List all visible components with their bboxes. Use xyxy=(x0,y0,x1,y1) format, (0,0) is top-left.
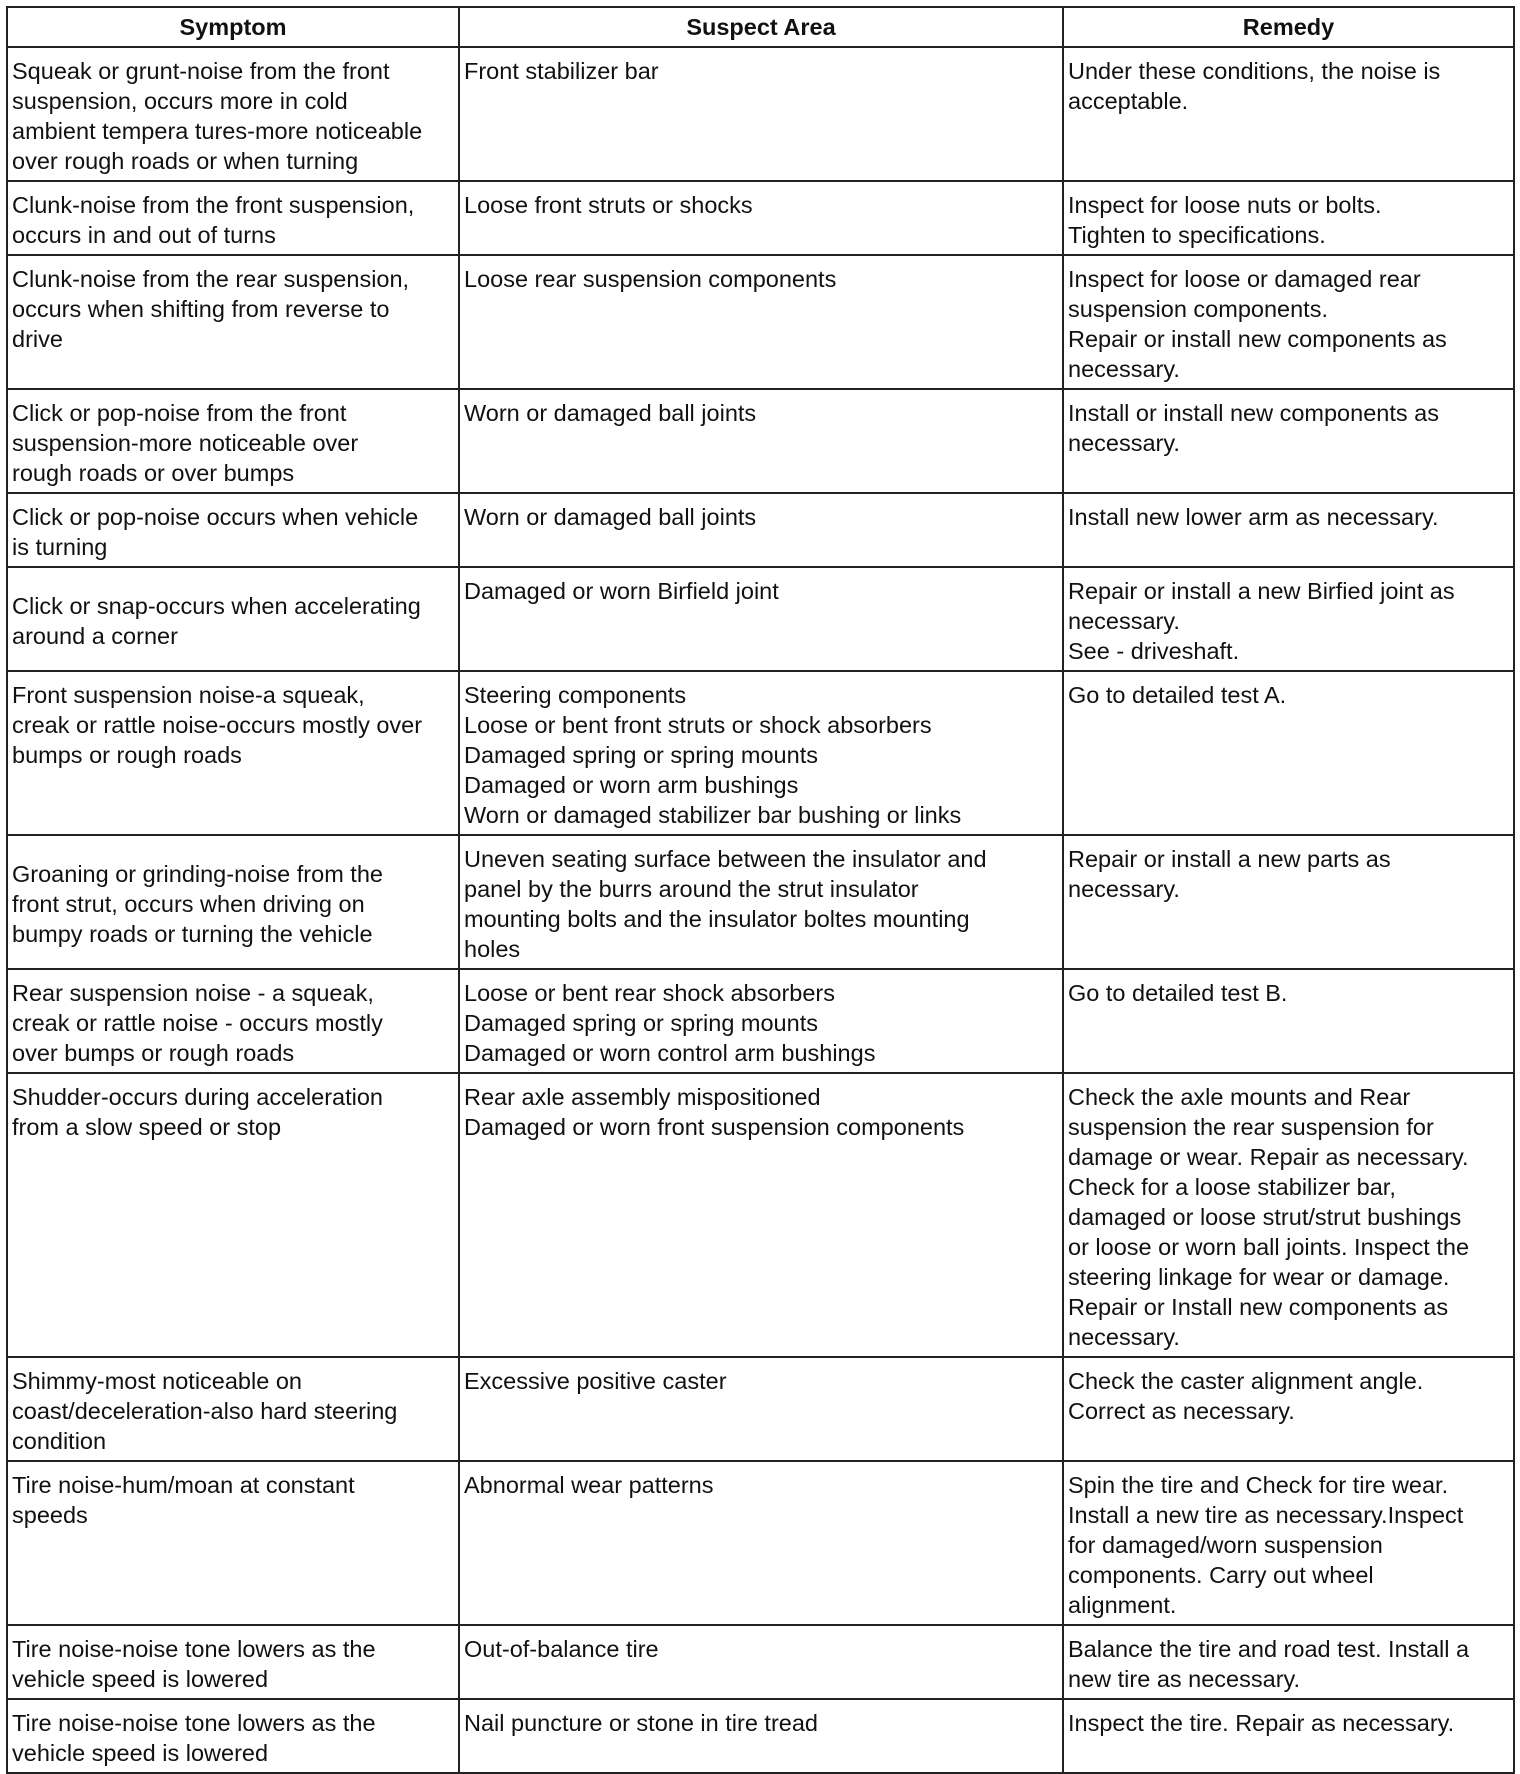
remedy-cell xyxy=(1063,1699,1514,1773)
symptom-cell xyxy=(7,567,459,671)
remedy-cell xyxy=(1063,1357,1514,1461)
table-row xyxy=(7,1625,1514,1699)
remedy-cell xyxy=(1063,181,1514,255)
suspect-area-cell xyxy=(459,1357,1063,1461)
remedy-cell-line: Install a new tire as necessary.Inspect xyxy=(1068,1502,1464,1528)
suspect-area-cell-line: Worn or damaged ball joints xyxy=(464,400,757,426)
remedy-cell xyxy=(1063,1461,1514,1625)
symptom-cell-line: Shimmy-most noticeable on xyxy=(12,1368,302,1394)
table-body xyxy=(7,47,1514,1773)
table-row xyxy=(7,493,1514,567)
symptom-cell-line: suspension, occurs more in cold xyxy=(12,88,348,114)
remedy-cell-line: suspension components. xyxy=(1068,296,1328,322)
suspect-area-cell-line: Loose or bent rear shock absorbers xyxy=(464,980,835,1006)
suspect-area-cell-line: Out-of-balance tire xyxy=(464,1636,659,1662)
suspect-area-cell-line: Excessive positive caster xyxy=(464,1368,727,1394)
table-row xyxy=(7,1073,1514,1357)
remedy-cell-line: necessary. xyxy=(1068,430,1180,456)
suspect-area-cell xyxy=(459,1625,1063,1699)
symptom-cell-line: over bumps or rough roads xyxy=(12,1040,295,1066)
suspect-area-cell-line: Uneven seating surface between the insulator and xyxy=(464,846,987,872)
symptom-cell-line: Rear suspension noise - a squeak, xyxy=(12,980,374,1006)
remedy-cell-line: Repair or install new components as xyxy=(1068,326,1447,352)
suspect-area-cell-line: Worn or damaged ball joints xyxy=(464,504,757,530)
symptom-cell xyxy=(7,1357,459,1461)
remedy-cell-line: or loose or worn ball joints. Inspect the xyxy=(1068,1234,1470,1260)
suspect-area-cell xyxy=(459,1073,1063,1357)
remedy-cell xyxy=(1063,47,1514,181)
remedy-cell-line: suspension the rear suspension for xyxy=(1068,1114,1434,1140)
symptom-cell-line: Groaning or grinding-noise from the xyxy=(12,861,383,887)
suspect-area-cell-line: Damaged spring or spring mounts xyxy=(464,742,818,768)
suspect-area-cell xyxy=(459,835,1063,969)
symptom-cell-line: Front suspension noise-a squeak, xyxy=(12,682,365,708)
table-row xyxy=(7,671,1514,835)
suspect-area-cell-line: Nail puncture or stone in tire tread xyxy=(464,1710,818,1736)
remedy-cell-line: Tighten to specifications. xyxy=(1068,222,1326,248)
suspect-area-cell-line: Damaged or worn Birfield joint xyxy=(464,578,779,604)
table-row xyxy=(7,1699,1514,1773)
suspect-area-cell-line: Rear axle assembly mispositioned xyxy=(464,1084,821,1110)
symptom-cell-line: around a corner xyxy=(12,623,178,649)
remedy-cell-line: Install new lower arm as necessary. xyxy=(1068,504,1439,530)
suspect-area-cell-line: Front stabilizer bar xyxy=(464,58,659,84)
suspect-area-cell-line: Loose or bent front struts or shock absorbers xyxy=(464,712,932,738)
remedy-cell-line: Check the caster alignment angle. xyxy=(1068,1368,1424,1394)
symptom-cell-line: over rough roads or when turning xyxy=(12,148,359,174)
remedy-cell-line: Balance the tire and road test. Install a xyxy=(1068,1636,1470,1662)
symptom-cell-line: Click or pop-noise from the front xyxy=(12,400,347,426)
suspect-area-cell-line: Damaged or worn front suspension components xyxy=(464,1114,965,1140)
symptom-cell xyxy=(7,47,459,181)
remedy-cell-line: Install or install new components as xyxy=(1068,400,1439,426)
remedy-cell-line: for damaged/worn suspension xyxy=(1068,1532,1383,1558)
table-header-row xyxy=(7,7,1514,47)
remedy-cell xyxy=(1063,835,1514,969)
diagnosis-table-container xyxy=(6,6,1513,1774)
remedy-cell-line: damage or wear. Repair as necessary. xyxy=(1068,1144,1469,1170)
suspect-area-cell xyxy=(459,181,1063,255)
suspect-area-cell-line: Loose front struts or shocks xyxy=(464,192,753,218)
symptom-cell xyxy=(7,835,459,969)
symptom-cell-line: ambient tempera tures-more noticeable xyxy=(12,118,423,144)
remedy-cell-line: Repair or install a new Birfied joint as xyxy=(1068,578,1455,604)
remedy-cell xyxy=(1063,567,1514,671)
symptom-cell-line: occurs when shifting from reverse to xyxy=(12,296,390,322)
remedy-cell-line: necessary. xyxy=(1068,876,1180,902)
symptom-cell xyxy=(7,969,459,1073)
remedy-cell-line: See - driveshaft. xyxy=(1068,638,1240,664)
remedy-cell-line: Inspect for loose or damaged rear xyxy=(1068,266,1421,292)
suspect-area-cell xyxy=(459,47,1063,181)
symptom-cell xyxy=(7,671,459,835)
remedy-cell xyxy=(1063,255,1514,389)
symptom-cell xyxy=(7,1073,459,1357)
table-row xyxy=(7,255,1514,389)
symptom-cell xyxy=(7,181,459,255)
symptom-cell-line: speeds xyxy=(12,1502,88,1528)
symptom-cell-line: Click or snap-occurs when accelerating xyxy=(12,593,421,619)
remedy-cell xyxy=(1063,1073,1514,1357)
table-row xyxy=(7,969,1514,1073)
remedy-cell-line: necessary. xyxy=(1068,356,1180,382)
symptom-cell xyxy=(7,1625,459,1699)
suspect-area-cell xyxy=(459,1461,1063,1625)
suspect-area-cell xyxy=(459,493,1063,567)
symptom-cell-line: Clunk-noise from the front suspension, xyxy=(12,192,415,218)
symptom-cell-line: suspension-more noticeable over xyxy=(12,430,359,456)
suspect-area-cell-line: holes xyxy=(464,936,521,962)
suspect-area-cell-line: Damaged or worn arm bushings xyxy=(464,772,799,798)
symptom-cell-line: from a slow speed or stop xyxy=(12,1114,282,1140)
suspect-area-cell-line: Steering components xyxy=(464,682,687,708)
symptom-cell-line: coast/deceleration-also hard steering xyxy=(12,1398,398,1424)
remedy-cell-line: Spin the tire and Check for tire wear. xyxy=(1068,1472,1449,1498)
symptom-cell-line: Squeak or grunt-noise from the front xyxy=(12,58,390,84)
suspect-area-cell-line: Abnormal wear patterns xyxy=(464,1472,714,1498)
symptom-cell xyxy=(7,255,459,389)
header-remedy: Remedy xyxy=(1063,7,1514,47)
remedy-cell-line: components. Carry out wheel xyxy=(1068,1562,1374,1588)
remedy-cell-line: alignment. xyxy=(1068,1592,1177,1618)
suspect-area-cell xyxy=(459,389,1063,493)
remedy-cell-line: steering linkage for wear or damage. xyxy=(1068,1264,1450,1290)
symptom-cell-line: drive xyxy=(12,326,63,352)
remedy-cell-line: Correct as necessary. xyxy=(1068,1398,1295,1424)
remedy-cell-line: Repair or Install new components as xyxy=(1068,1294,1449,1320)
remedy-cell xyxy=(1063,969,1514,1073)
remedy-cell-line: Repair or install a new parts as xyxy=(1068,846,1391,872)
suspect-area-cell xyxy=(459,969,1063,1073)
remedy-cell-line: Inspect for loose nuts or bolts. xyxy=(1068,192,1382,218)
table-row xyxy=(7,835,1514,969)
diagnosis-table xyxy=(6,6,1515,1774)
symptom-cell-line: occurs in and out of turns xyxy=(12,222,276,248)
symptom-cell-line: rough roads or over bumps xyxy=(12,460,295,486)
remedy-cell-line: Go to detailed test B. xyxy=(1068,980,1288,1006)
symptom-cell-line: Tire noise-noise tone lowers as the xyxy=(12,1636,376,1662)
suspect-area-cell xyxy=(459,1699,1063,1773)
remedy-cell-line: acceptable. xyxy=(1068,88,1189,114)
symptom-cell-line: is turning xyxy=(12,534,108,560)
symptom-cell-line: vehicle speed is lowered xyxy=(12,1740,269,1766)
symptom-cell xyxy=(7,389,459,493)
remedy-cell-line: Under these conditions, the noise is xyxy=(1068,58,1441,84)
remedy-cell-line: damaged or loose strut/strut bushings xyxy=(1068,1204,1462,1230)
symptom-cell-line: condition xyxy=(12,1428,107,1454)
suspect-area-cell xyxy=(459,255,1063,389)
header-symptom: Symptom xyxy=(7,7,459,47)
remedy-cell xyxy=(1063,493,1514,567)
suspect-area-cell-line: panel by the burrs around the strut insulator xyxy=(464,876,919,902)
symptom-cell-line: creak or rattle noise-occurs mostly over xyxy=(12,712,423,738)
remedy-cell-line: Go to detailed test A. xyxy=(1068,682,1287,708)
symptom-cell-line: Clunk-noise from the rear suspension, xyxy=(12,266,410,292)
remedy-cell-line: necessary. xyxy=(1068,608,1180,634)
suspect-area-cell-line: Damaged spring or spring mounts xyxy=(464,1010,818,1036)
symptom-cell-line: Tire noise-noise tone lowers as the xyxy=(12,1710,376,1736)
symptom-cell-line: creak or rattle noise - occurs mostly xyxy=(12,1010,383,1036)
suspect-area-cell-line: Loose rear suspension components xyxy=(464,266,837,292)
symptom-cell-line: front strut, occurs when driving on xyxy=(12,891,365,917)
symptom-cell-line: Tire noise-hum/moan at constant xyxy=(12,1472,355,1498)
symptom-cell-line: bumps or rough roads xyxy=(12,742,242,768)
remedy-cell-line: Check for a loose stabilizer bar, xyxy=(1068,1174,1396,1200)
remedy-cell xyxy=(1063,389,1514,493)
table-row xyxy=(7,1461,1514,1625)
symptom-cell xyxy=(7,1699,459,1773)
suspect-area-cell-line: Damaged or worn control arm bushings xyxy=(464,1040,876,1066)
remedy-cell xyxy=(1063,1625,1514,1699)
remedy-cell xyxy=(1063,671,1514,835)
header-suspect-area: Suspect Area xyxy=(459,7,1063,47)
suspect-area-cell xyxy=(459,567,1063,671)
symptom-cell-line: bumpy roads or turning the vehicle xyxy=(12,921,373,947)
suspect-area-cell xyxy=(459,671,1063,835)
remedy-cell-line: necessary. xyxy=(1068,1324,1180,1350)
table-row xyxy=(7,47,1514,181)
symptom-cell-line: Click or pop-noise occurs when vehicle xyxy=(12,504,419,530)
table-row xyxy=(7,389,1514,493)
table-row xyxy=(7,567,1514,671)
symptom-cell-line: Shudder-occurs during acceleration xyxy=(12,1084,383,1110)
symptom-cell-line: vehicle speed is lowered xyxy=(12,1666,269,1692)
table-row xyxy=(7,181,1514,255)
remedy-cell-line: Inspect the tire. Repair as necessary. xyxy=(1068,1710,1455,1736)
suspect-area-cell-line: Worn or damaged stabilizer bar bushing or links xyxy=(464,802,962,828)
suspect-area-cell-line: mounting bolts and the insulator boltes mounting xyxy=(464,906,970,932)
remedy-cell-line: new tire as necessary. xyxy=(1068,1666,1301,1692)
table-row xyxy=(7,1357,1514,1461)
symptom-cell xyxy=(7,493,459,567)
symptom-cell xyxy=(7,1461,459,1625)
remedy-cell-line: Check the axle mounts and Rear xyxy=(1068,1084,1411,1110)
